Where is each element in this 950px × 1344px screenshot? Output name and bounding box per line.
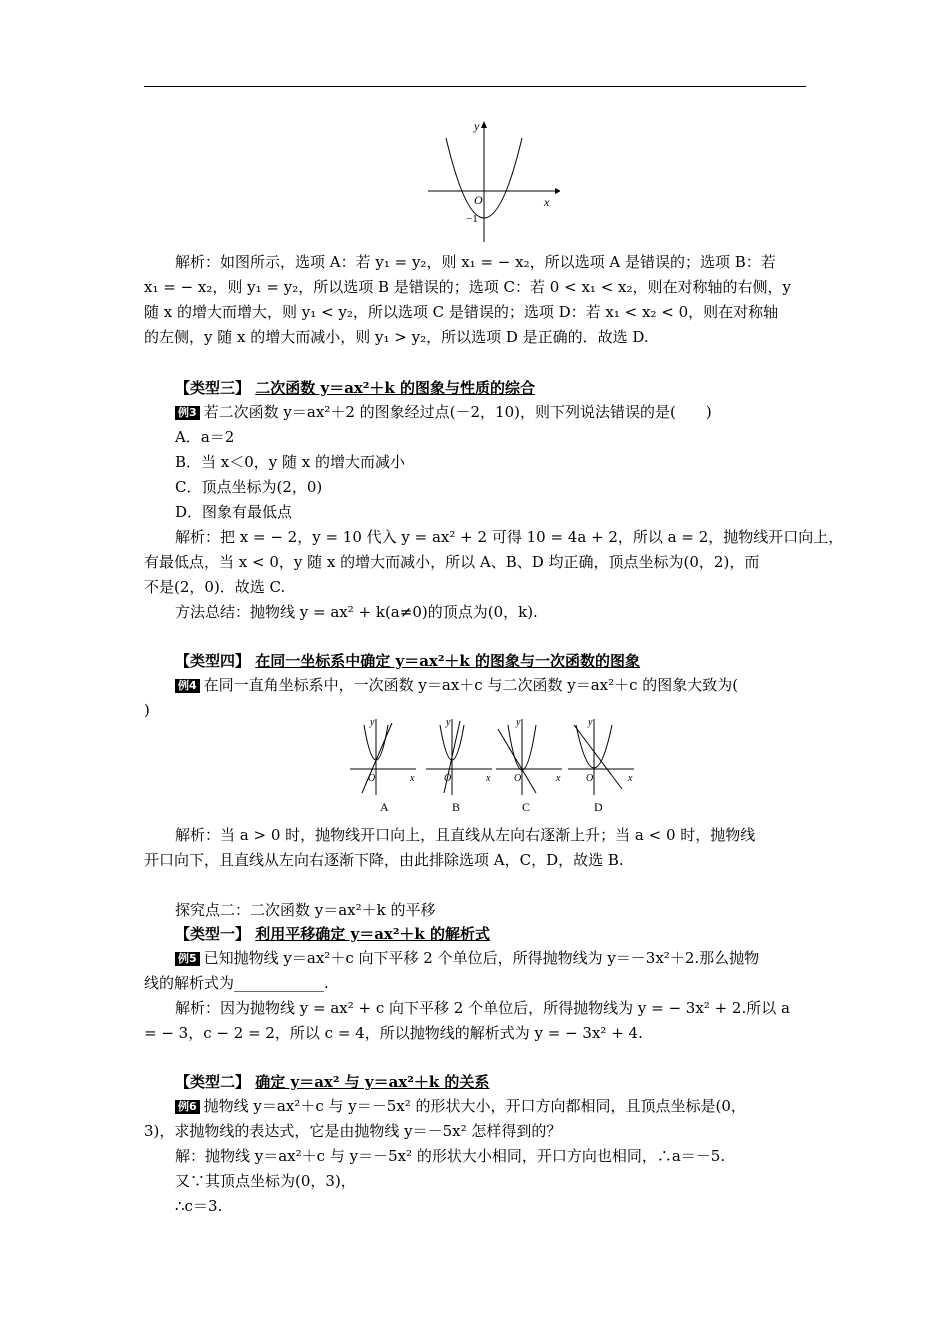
svg-text:O: O bbox=[368, 773, 376, 784]
svg-text:y: y bbox=[446, 717, 451, 728]
ex4-analysis-line1: 解析：当 a > 0 时，抛物线开口向上，且直线从左向右逐渐上升；当 a < 0 时，抛物线 bbox=[175, 826, 756, 844]
type3-title: 二次函数 y＝ax²＋k 的图象与性质的综合 bbox=[255, 379, 536, 397]
ex6-solution-line3: ∴c＝3. bbox=[175, 1197, 223, 1215]
ex6-question-line2: 3)，求抛物线的表达式，它是由抛物线 y＝－5x² 怎样得到的？ bbox=[144, 1122, 562, 1140]
fig-x-label: x bbox=[544, 195, 550, 209]
type3-heading bbox=[175, 378, 837, 398]
ex3-analysis-line1: 解析：把 x = − 2，y = 10 代入 y = ax² + 2 可得 10 = 4a + 2，所以 a = 2，抛物线开口向上， bbox=[175, 528, 844, 546]
fig-y-label: y bbox=[474, 119, 480, 133]
svg-text:y: y bbox=[370, 717, 375, 728]
ex4-question-text: 在同一直角坐标系中，一次函数 y＝ax＋c 与二次函数 y＝ax²＋c 的图象大致为( bbox=[203, 676, 739, 694]
ex6-question-text: 抛物线 y＝ax²＋c 与 y＝－5x² 的形状大小，开口方向都相同，且顶点坐标是(0， bbox=[203, 1097, 746, 1115]
ex6-badge: 例6 bbox=[175, 1100, 200, 1114]
ex5-badge: 例5 bbox=[175, 952, 200, 966]
ex5-question-text: 已知抛物线 y＝ax²＋c 向下平移 2 个单位后，所得抛物线为 y＝－3x²＋2.那么抛物 bbox=[203, 949, 760, 967]
type2-title: 确定 y＝ax² 与 y＝ax²＋k 的关系 bbox=[255, 1073, 490, 1091]
fig-tick: −1 bbox=[466, 213, 478, 225]
point2-title: 探究点二：二次函数 y＝ax²＋k 的平移 bbox=[175, 901, 436, 919]
ex4-question bbox=[175, 675, 837, 695]
header-rule bbox=[144, 86, 806, 87]
svg-text:x: x bbox=[556, 773, 561, 784]
svg-text:x: x bbox=[410, 773, 415, 784]
ex3-badge: 例3 bbox=[175, 406, 200, 420]
analysis1-line3: 随 x 的增大而增大，则 y₁ < y₂，所以选项 C 是错误的；选项 D：若 x₁ < x₂ < 0，则在对称轴 bbox=[144, 303, 779, 321]
ex5-analysis-line1: 解析：因为抛物线 y = ax² + c 向下平移 2 个单位后，所得抛物线为 y = − 3x² + 2.所以 a bbox=[175, 999, 790, 1017]
type4-title: 在同一坐标系中确定 y＝ax²＋k 的图象与一次函数的图象 bbox=[255, 652, 641, 670]
svg-text:x: x bbox=[628, 773, 633, 784]
type2-heading bbox=[175, 1072, 837, 1092]
type4-heading bbox=[175, 651, 837, 671]
ex5-question-line2: 线的解析式为____________. bbox=[144, 974, 329, 992]
ex3-question-text: 若二次函数 y＝ax²＋2 的图象经过点(－2，10)，则下列说法错误的是( ) bbox=[203, 403, 712, 421]
type2-bracket: 【类型二】 bbox=[175, 1073, 251, 1091]
ex3-option-c: C．顶点坐标为(2，0) bbox=[175, 478, 323, 496]
ex6-solution-line2: 又∵其顶点坐标为(0，3)， bbox=[175, 1172, 356, 1190]
type4-bracket: 【类型四】 bbox=[175, 652, 251, 670]
ex4-badge: 例4 bbox=[175, 679, 200, 693]
type1-title: 利用平移确定 y＝ax²＋k 的解析式 bbox=[255, 925, 491, 943]
graph-label-d: D bbox=[594, 800, 603, 814]
svg-text:y: y bbox=[516, 717, 521, 728]
analysis1-line2: x₁ = − x₂，则 y₁ = y₂，所以选项 B 是错误的；选项 C：若 0 < x₁ < x₂，则在对称轴的右侧，y bbox=[144, 278, 791, 296]
ex3-analysis-line3: 不是(2，0)．故选 C. bbox=[144, 578, 286, 596]
analysis1-line1: 解析：如图所示，选项 A：若 y₁ = y₂，则 x₁ = − x₂，所以选项 A 是错误的；选项 B：若 bbox=[175, 253, 776, 271]
ex6-solution-line1: 解：抛物线 y＝ax²＋c 与 y＝－5x² 的形状大小相同，开口方向也相同，∴a＝－5. bbox=[175, 1147, 726, 1165]
type3-bracket: 【类型三】 bbox=[175, 379, 251, 397]
ex3-method: 方法总结：抛物线 y = ax² + k(a≠0)的顶点为(0，k). bbox=[175, 603, 538, 621]
graph-c bbox=[494, 715, 566, 797]
ex5-analysis-line2: = − 3，c − 2 = 2，所以 c = 4，所以抛物线的解析式为 y = − 3x² + 4. bbox=[144, 1024, 643, 1042]
type1-bracket: 【类型一】 bbox=[175, 925, 251, 943]
graph-b bbox=[424, 715, 496, 797]
graph-label-c: C bbox=[522, 800, 531, 814]
graph-d bbox=[566, 715, 638, 797]
ex4-question-line2: ) bbox=[144, 701, 150, 719]
svg-text:y: y bbox=[588, 717, 593, 728]
svg-text:O: O bbox=[444, 773, 452, 784]
svg-text:O: O bbox=[514, 773, 522, 784]
ex5-question bbox=[175, 948, 837, 968]
graph-a bbox=[348, 715, 420, 797]
graph-label-b: B bbox=[452, 800, 461, 814]
ex4-analysis-line2: 开口向下，且直线从左向右逐渐下降，由此排除选项 A，C，D，故选 B. bbox=[144, 851, 624, 869]
ex3-question bbox=[175, 402, 837, 422]
type1-heading bbox=[175, 924, 837, 944]
ex3-analysis-line2: 有最低点，当 x < 0，y 随 x 的增大而减小，所以 A、B、D 均正确，顶点坐标为(0，2)，而 bbox=[144, 553, 760, 571]
parabola-figure bbox=[420, 118, 560, 243]
ex3-option-b: B．当 x＜0，y 随 x 的增大而减小 bbox=[175, 453, 406, 471]
ex6-question bbox=[175, 1096, 837, 1116]
graph-label-a: A bbox=[380, 800, 389, 814]
analysis1-line4: 的左侧，y 随 x 的增大而减小，则 y₁ > y₂，所以选项 D 是正确的．故选 D. bbox=[144, 328, 649, 346]
ex3-option-d: D．图象有最低点 bbox=[175, 503, 293, 521]
svg-text:x: x bbox=[486, 773, 491, 784]
svg-text:O: O bbox=[586, 773, 594, 784]
ex3-option-a: A．a＝2 bbox=[175, 428, 235, 446]
fig-origin: O bbox=[474, 193, 483, 207]
